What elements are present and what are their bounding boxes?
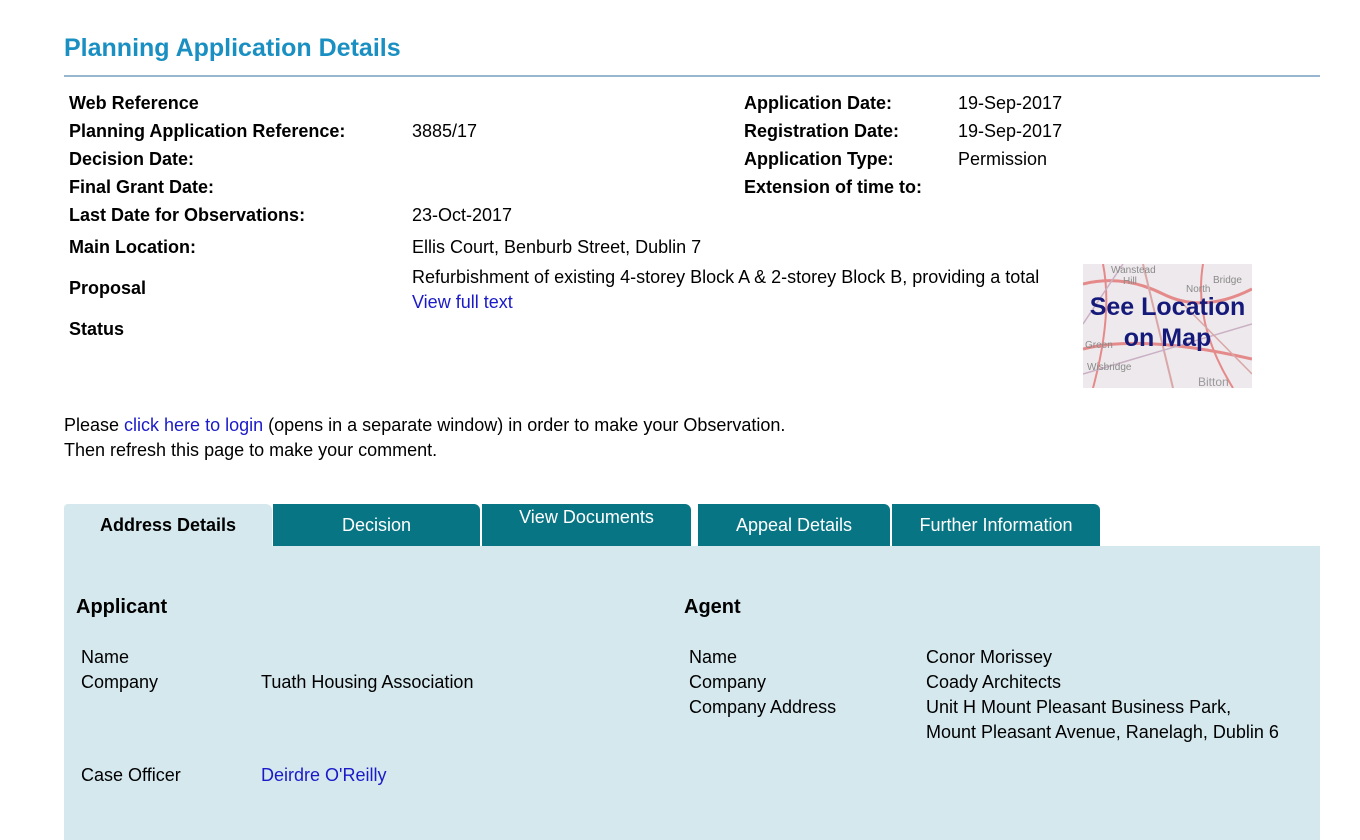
status-label: Status	[69, 319, 125, 339]
applicant-company-label: Company	[81, 672, 159, 692]
last-observation-date-value: 23-Oct-2017	[412, 205, 513, 225]
decision-date-label: Decision Date:	[69, 149, 195, 169]
map-label-line1: See Location	[1089, 293, 1246, 321]
tab-appeal-details-label: Appeal Details	[735, 515, 853, 535]
login-link[interactable]: click here to login	[124, 415, 264, 435]
main-location-value: Ellis Court, Benburb Street, Dublin 7	[412, 237, 702, 257]
tab-view-documents[interactable]	[482, 504, 691, 546]
agent-name-label: Name	[689, 647, 738, 667]
map-place-name-1: Wanstead	[1111, 265, 1156, 276]
application-type-value: Permission	[958, 149, 1048, 169]
application-date-value: 19-Sep-2017	[958, 93, 1063, 113]
proposal-text: Refurbishment of existing 4-storey Block A & 2-storey Block B, providing a total	[412, 267, 1040, 287]
login-notice-line2: Then refresh this page to make your comment.	[64, 440, 438, 460]
tab-decision[interactable]	[273, 504, 480, 546]
application-type-label: Application Type:	[744, 149, 894, 169]
map-place-name-6: Wisbridge	[1087, 362, 1132, 373]
see-location-on-map-button[interactable]	[1083, 264, 1252, 388]
extension-of-time-label: Extension of time to:	[744, 177, 923, 197]
agent-company-value: Coady Architects	[926, 672, 1062, 692]
map-place-name-7: Bitton	[1198, 375, 1229, 388]
address-details-panel	[64, 546, 1320, 840]
login-notice-line1	[64, 415, 785, 436]
case-officer-link[interactable]: Deirdre O'Reilly	[261, 765, 387, 785]
agent-heading: Agent	[684, 596, 741, 618]
main-location-label: Main Location:	[69, 237, 196, 257]
view-full-text-link[interactable]: View full text	[412, 292, 513, 312]
tab-appeal-details[interactable]	[698, 504, 890, 546]
map-place-name-5: Green	[1085, 340, 1113, 351]
agent-company-label: Company	[689, 672, 767, 692]
tab-decision-label: Decision	[341, 515, 412, 535]
map-label-line2: on Map	[1123, 324, 1212, 352]
applicant-heading: Applicant	[76, 596, 168, 618]
tab-address-details-label: Address Details	[99, 515, 237, 535]
last-observation-date-label: Last Date for Observations:	[69, 205, 306, 225]
registration-date-value: 19-Sep-2017	[958, 121, 1063, 141]
map-place-name-4: Bridge	[1213, 275, 1242, 286]
map-place-name-3: North	[1186, 284, 1211, 295]
case-officer-label: Case Officer	[81, 765, 181, 785]
proposal-text-block	[412, 265, 1072, 315]
proposal-label: Proposal	[69, 278, 147, 298]
tab-further-information[interactable]	[892, 504, 1100, 546]
login-prefix: Please	[64, 415, 125, 435]
applicant-name-label: Name	[81, 647, 130, 667]
agent-address-line1: Unit H Mount Pleasant Business Park,	[926, 697, 1232, 717]
web-reference-label: Web Reference	[69, 93, 199, 113]
agent-name-value: Conor Morissey	[926, 647, 1053, 667]
login-suffix: (opens in a separate window) in order to make your Observation.	[263, 415, 786, 435]
page-title: Planning Application Details	[64, 34, 401, 62]
application-date-label: Application Date:	[744, 93, 893, 113]
applicant-company-value: Tuath Housing Association	[261, 672, 474, 692]
title-divider	[64, 75, 1320, 77]
agent-address-line2: Mount Pleasant Avenue, Ranelagh, Dublin 6	[926, 722, 1279, 742]
agent-address-label: Company Address	[689, 697, 837, 717]
planning-reference-label: Planning Application Reference:	[69, 121, 346, 141]
tab-view-documents-label: View Documents	[519, 507, 654, 527]
final-grant-date-label: Final Grant Date:	[69, 177, 215, 197]
tab-address-details[interactable]	[64, 504, 272, 546]
tab-further-information-label: Further Information	[919, 515, 1073, 535]
registration-date-label: Registration Date:	[744, 121, 900, 141]
planning-reference-value: 3885/17	[412, 121, 478, 141]
map-place-name-2: Hill	[1123, 276, 1137, 287]
